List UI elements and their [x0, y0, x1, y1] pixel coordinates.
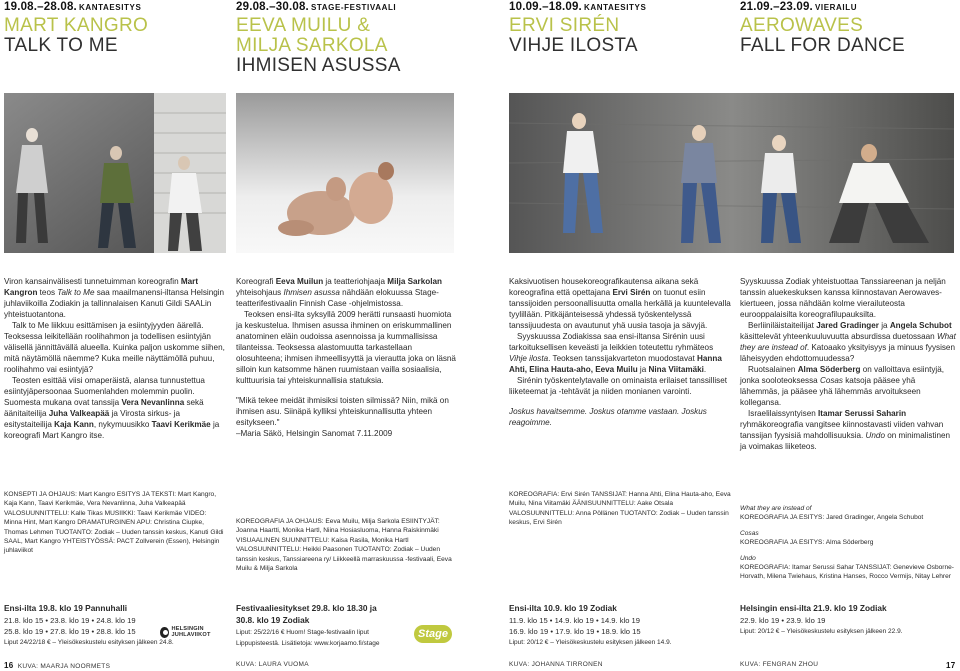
event-subtitle: TALK TO ME — [4, 35, 118, 56]
credits-2: KOREOGRAFIA JA OHJAUS: Eeva Muilu, Milja Sarkola ESIINTYJÄT: Joanna Haartti, Monika Hartl, Niina Hosiasluoma, Hanna Raiskinmäki VISUAALINEN SUUNNITTELU: Kaisa Rasila, Monika Hartl VALOSUUNNITTELU: Heikki Paasonen TUOTANTO: Zodiak – Uuden tanssin keskus, Tanssiareena ry/ Liikkeellä marraskuussa -festivaali, Eeva Muilu & Milja Sarkola — [236, 518, 452, 573]
article-body-3: Kaksivuotisen housekoreografikautensa aikana sekä koreografina että opettajana Ervi Sirén on tuonut esiin tanssijoiden persoonallisuutta omalla herkällä ja kuuntelevalla tyylillään. Pitkäjänteisessä yhdessä työskentelyssä tanssijuudesta on avautunut yhä uusia tasoja ja sävyjä. Syyskuussa Zodiakissa saa ensi-iltansa Sirénin uusi tarkoituksellisen keveästi ja leikkien toteutettu ryhmäteos Vihje ilosta. Teoksen tanssijakvarteton muodostavat Hanna Ahti, Elina Hauta-aho, Eeva Muilu ja Nina Viitamäki. Sirénin työskentelytavalle on ominaista erilaiset tanssilliset liiketeemat ja -tehtävät ja niiden monianen varointi. Joskus havaitsemme. Joskus otamme vastaan. Joskus reagoimme. — [509, 277, 731, 427]
ticket-info: Liput: 25/22/16 € Huom! Stage-festivaalin liput — [236, 629, 369, 636]
page-number-right: 17 — [946, 661, 956, 670]
schedule-heading: Ensi-ilta 10.9. klo 19 Zodiak — [509, 603, 617, 613]
event-kind: KANTAESITYS — [78, 3, 142, 12]
schedule-line: 22.9. klo 19 • 23.9. klo 19 — [740, 616, 826, 625]
event-header-2 — [236, 0, 460, 76]
photo-credit: KUVA: LAURA VUOMA — [236, 661, 309, 668]
event-kind: VIERAILU — [814, 3, 858, 12]
event-title: ERVI SIRÉN — [509, 15, 620, 36]
stage-festival-logo: Stage — [414, 625, 452, 643]
schedule-line: 21.8. klo 15 • 23.8. klo 19 • 24.8. klo 19 — [4, 616, 136, 625]
schedule-heading: Ensi-ilta 19.8. klo 19 Pannuhalli — [4, 603, 128, 613]
event-title: AEROWAVES — [740, 15, 864, 36]
credits-4: What they are instead of KOREOGRAFIA JA ESITYS: Jared Gradinger, Angela Schubot Cosas KOREOGRAFIA JA ESITYS: Alma Söderberg Undo KOREOGRAFIA: Itamar Serussi Sahar TANSSIJAT: Genevieve Osborne-Horvath, Milena Twiehaus, Kristina Hanses, Rocco Vermijs, Nitay Lehrer — [740, 505, 955, 581]
schedule-line: 25.8. klo 19 • 27.8. klo 19 • 28.8. klo 15 — [4, 627, 136, 636]
event-title: EEVA MUILU & — [236, 15, 371, 36]
event-header-4 — [740, 0, 960, 56]
event-subtitle: IHMISEN ASUSSA — [236, 55, 401, 76]
credits-3: KOREOGRAFIA: Ervi Sirén TANSSIJAT: Hanna Ahti, Elina Hauta-aho, Eeva Muilu, Nina Viitamäki ÄÄNISUUNNITTELU: Aake Otsala VALOSUUNNITTELU: Anna Pöllänen TUOTANTO: Zodiak – Uuden tanssin keskus, Ervi Sirén — [509, 491, 731, 527]
ticket-info: Liput: 20/12 € – Yleisökeskustelu esityksen jälkeen 22.9. — [740, 628, 903, 635]
event-dates: 10.09.–18.09. KANTAESITYS — [509, 1, 647, 13]
page-number-left: 16 — [4, 661, 14, 670]
ticket-info: Liput 24/22/18 € – Yleisökeskustelu esityksen jälkeen 24.8. — [4, 639, 174, 646]
photo-talk-to-me — [4, 93, 226, 253]
review-quote: "Mikä tekee meidät ihmisiksi toisten silmissä? Niin, mikä on ihmisen asu. Siinäpä kylliksi yhteiskunnallisutta yhteen esitykseen." — [236, 396, 449, 427]
event-header-3 — [509, 0, 733, 56]
credits-1: KONSEPTI JA OHJAUS: Mart Kangro ESITYS JA TEKSTI: Mart Kangro, Kaja Kann, Taavi Kerikmäe, Vera Nevanlinna, Juha Valkeapää VALOSUUNNITTELU: Kalle Tikas MUSIIKKI: Taavi Kerikmäe VIDEO: Minna Hint, Mart Kangro DRAMATURGINEN APU: Christina Ciupke, Thomas Lehmen TUOTANTO: Zodiak – Uuden tanssin keskus, Kanuti Gildi SAAL, Mart Kangro YHTEISTYÖSSÄ: PACT Zollverein (Essen), Helsingin juhlaviikot — [4, 491, 224, 555]
article-body-2: Koreografi Eeva Muilun ja teatteriohjaaja Milja Sarkolan yhteisohjaus Ihmisen asussa nähdään elokuussa Stage-teatterifestivaalin Finnish Case -ohjelmistossa. Teoksen ensi-ilta syksyllä 2009 herätti runsaasti huomiota ja keskustelua. Ihmisen asussa ihminen on eriskummallinen anatominen eläin oudoissa asennoissa ja kummallisissa tilanteissa. Teoksessa alastomuutta tarkastellaan olosuhteena; ihmisen ihmeellisyyttä ja vierautta joka on läsnä silloin kun katsomme hänen ruumistaan vailla sosiaalisia, kulttuurisia tai yhteiskunnallisia statuksia. "Mikä tekee meidät ihmisiksi toisten silmissä? Niin, mikä on ihmisen asu. Siinäpä kylliksi yhteiskunnallisutta yhteen esitykseen." –Maria Säkö, Helsingin Sanomat 7.11.2009 — [236, 276, 458, 439]
event-kind: STAGE-FESTIVAALI — [310, 3, 397, 12]
article-body-4: Syyskuussa Zodiak yhteistuottaa Tanssiareenan ja neljän tanssin aluekeskuksen kanssa kiinnostavan Aerowaves-kiertueen, jossa nähdään kolme vierailuteosta eurooppalaisilta koreografilupauksilta. Berliiniläistaiteilijat Jared Gradinger ja Angela Schubot käsittelevät yhteenkuuluvuutta absurdissa duetossaan What they are instead of. Katoaako yksityisyys ja minuus fyysisen läheisyyden ehdottomuudessa? Ruotsalainen Alma Söderberg on valloittava esiintyjä, jonka sooloteoksessa Cosas katsoja pääsee yhä lähemmäs, ja pääsee yhä lähemmäs arvoitukseen kollegansa. Israelilaissyntyisen Itamar Serussi Saharin ryhmäkoreografia vangitsee kiinnostavasti viiden vahvan tanssijan fyysisiä mahdollisuuksia. Undo on minimalistinen ja voimakas liiketeos. — [740, 277, 956, 451]
photo-ihmisen-asussa — [236, 93, 454, 253]
photo-credit: KUVA: JOHANNA TIRRONEN — [509, 661, 603, 668]
event-dates: 19.08.–28.08. KANTAESITYS — [4, 1, 142, 13]
event-title: MART KANGRO — [4, 15, 149, 36]
schedule-line: 30.8. klo 19 Zodiak — [236, 615, 310, 625]
photo-credit: KUVA: MAARJA NOORMETS — [17, 663, 111, 670]
ticket-sales: Lippupisteestä. Lisätietoja: www.korjaamo.fi/stage — [236, 640, 380, 647]
photo-vihje-ilosta — [509, 93, 954, 253]
schedule-heading: Helsingin ensi-ilta 21.9. klo 19 Zodiak — [740, 603, 887, 613]
event-kind: KANTAESITYS — [583, 3, 647, 12]
photo-credit: KUVA: FENGRAN ZHOU — [740, 661, 819, 668]
schedule-line: 11.9. klo 15 • 14.9. klo 19 • 14.9. klo 19 — [509, 616, 640, 625]
footer-left — [4, 661, 110, 670]
schedule-3 — [509, 603, 731, 648]
event-subtitle: VIHJE ILOSTA — [509, 35, 638, 56]
helsinki-festival-logo: HELSINGIN JUHLAVIIKOT — [160, 625, 228, 639]
event-title: MILJA SARKOLA — [236, 35, 388, 56]
schedule-line: 16.9. klo 19 • 17.9. klo 19 • 18.9. klo 15 — [509, 627, 641, 636]
article-body-1: Viron kansainvälisesti tunnetuimman koreografin Mart Kangron teos Talk to Me saa maailmanensi-iltansa Helsingin juhlaviikoilla Zodiakin ja tallinnalaisen Kanuti Gildi SAALin yhteistuotantona. Talk to Me liikkuu esittämisen ja esiintyjyyden äärellä. Teoksessa leikitellään roolihahmon ja todellisen esiintyjän välisellä jännittävällä alueella. Kuinka paljon uskomme siihen, mitä näytämöllä näemme? Kuka meille näyttämöllä puhuu, roolihahmo vai esiintyjä? Teosten esittää viisi omaperäistä, alansa tunnustettua esiintyjäpersoonaa Suomenlahden molemmin puolin. Suomesta mukana ovat tanssija Vera Nevanlinna sekä äänitaiteilija Juha Valkeapää ja Virosta sirkus- ja esitystaiteilija Kaja Kann, nykymuusikko Taavi Kerikmäe ja koreografi Mart Kangro itse. — [4, 277, 225, 440]
event-header-1 — [4, 0, 228, 56]
festival-logo-icon — [160, 627, 169, 638]
review-source: –Maria Säkö, Helsingin Sanomat 7.11.2009 — [236, 429, 393, 438]
event-subtitle: FALL FOR DANCE — [740, 35, 906, 56]
schedule-4 — [740, 603, 956, 637]
event-dates: 29.08.–30.08. STAGE-FESTIVAALI — [236, 1, 397, 13]
ticket-info: Liput: 20/12 € – Yleisökeskustelu esityksen jälkeen 14.9. — [509, 639, 672, 646]
event-dates: 21.09.–23.09. VIERAILU — [740, 1, 858, 13]
schedule-heading: Festivaaliesitykset 29.8. klo 18.30 ja — [236, 603, 377, 613]
